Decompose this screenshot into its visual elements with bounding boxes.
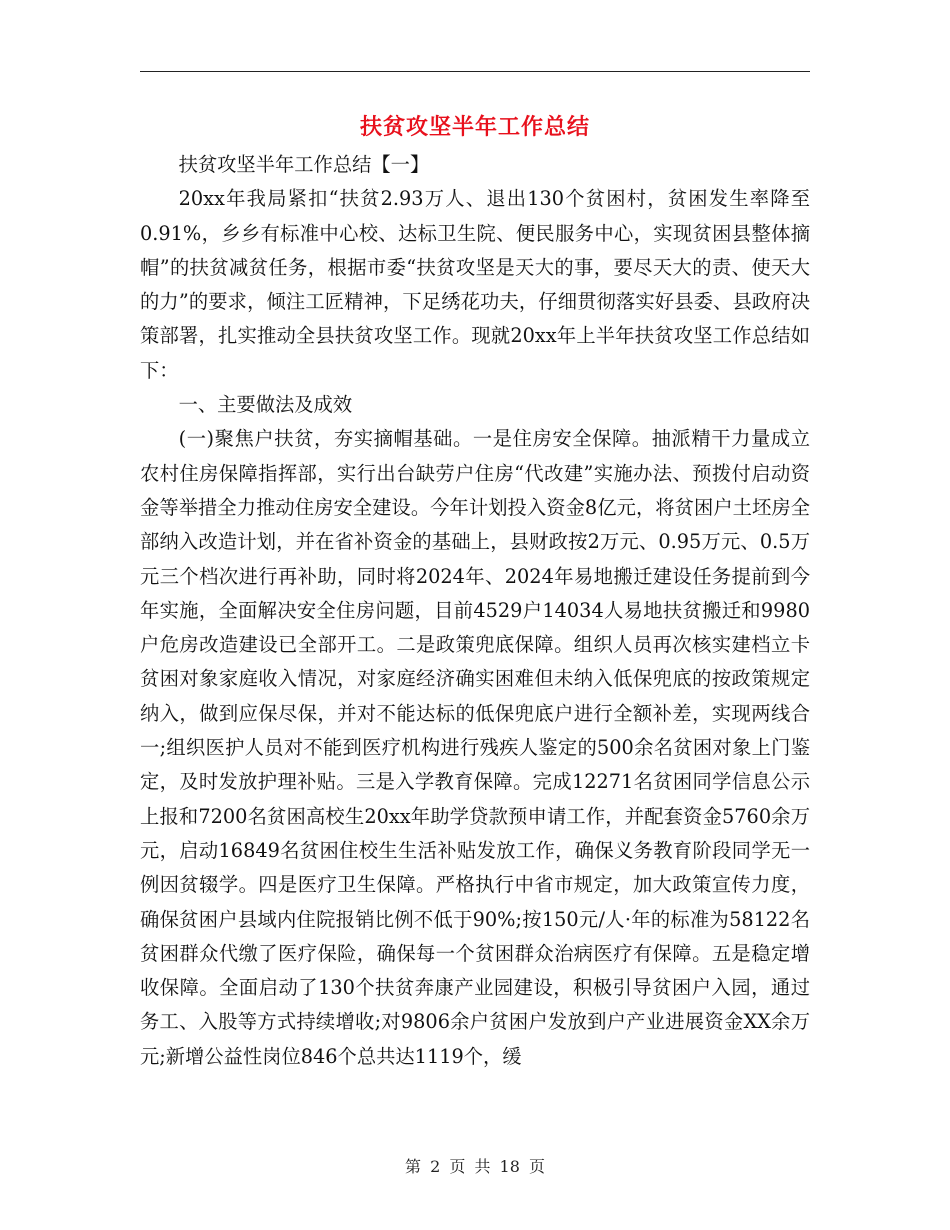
document-body [140,148,810,1074]
intro-paragraph: 20xx年我局紧扣“扶贫2.93万人、退出130个贫困村，贫困发生率降至0.91%，乡乡有标准中心校、达标卫生院、便民服务中心，实现贫困县整体摘帽”的扶贫减贫任务，根据市委“扶贫攻坚是天大的事，要尽天大的责、使天大的力”的要求，倾注工匠精神，下足绣花功夫，仔细贯彻落实好县委、县政府决策部署，扎实推动全县扶贫攻坚工作。现就20xx年上半年扶贫攻坚工作总结如下： [140,187,810,382]
section-heading: 一、主要做法及成效 [178,393,353,417]
page-number: 第 2 页 共 18 页 [405,1157,545,1176]
document-title: 扶贫攻坚半年工作总结 [359,115,590,140]
subtitle-paragraph: 扶贫攻坚半年工作总结【一】 [178,153,430,176]
header-rule [140,71,810,72]
body-paragraph: (一)聚焦户扶贫，夯实摘帽基础。一是住房安全保障。抽派精干力量成立农村住房保障指挥部，实行出台缺劳户住房“代改建”实施办法、预拨付启动资金等举措全力推动住房安全建设。今年计划投入资金8亿元，将贫困户土坯房全部纳入改造计划，并在省补资金的基础上，县财政按2万元、0.95万元、0.5万元三个档次进行再补助，同时将2024年、2024年易地搬迁建设任务提前到今年实施，全面解决安全住房问题，目前4529户14034人易地扶贫搬迁和9980户危房改造建设已全部开工。二是政策兜底保障。组织人员再次核实建档立卡贫困对象家庭收入情况，对家庭经济确实困难但未纳入低保兜底的按政策规定纳入，做到应保尽保，并对不能达标的低保兜底户进行全额补差，实现两线合一;组织医护人员对不能到医疗机构进行残疾人鉴定的500余名贫困对象上门鉴定，及时发放护理补贴。三是入学教育保障。完成12271名贫困同学信息公示上报和7200名贫困高校生20xx年助学贷款预申请工作，并配套资金5760余万元，启动16849名贫困住校生生活补贴发放工作，确保义务教育阶段同学无一例因贫辍学。四是医疗卫生保障。严格执行中省市规定，加大政策宣传力度，确保贫困户县域内住院报销比例不低于90%;按150元/人·年的标准为58122名贫困群众代缴了医疗保险，确保每一个贫困群众治病医疗有保障。五是稳定增收保障。全面启动了130个扶贫奔康产业园建设，积极引导贫困户入园，通过务工、入股等方式持续增收;对9806余户贫困户发放到户产业进展资金XX余万元;新增公益性岗位846个总共达1119个，缓 [140,427,810,1068]
